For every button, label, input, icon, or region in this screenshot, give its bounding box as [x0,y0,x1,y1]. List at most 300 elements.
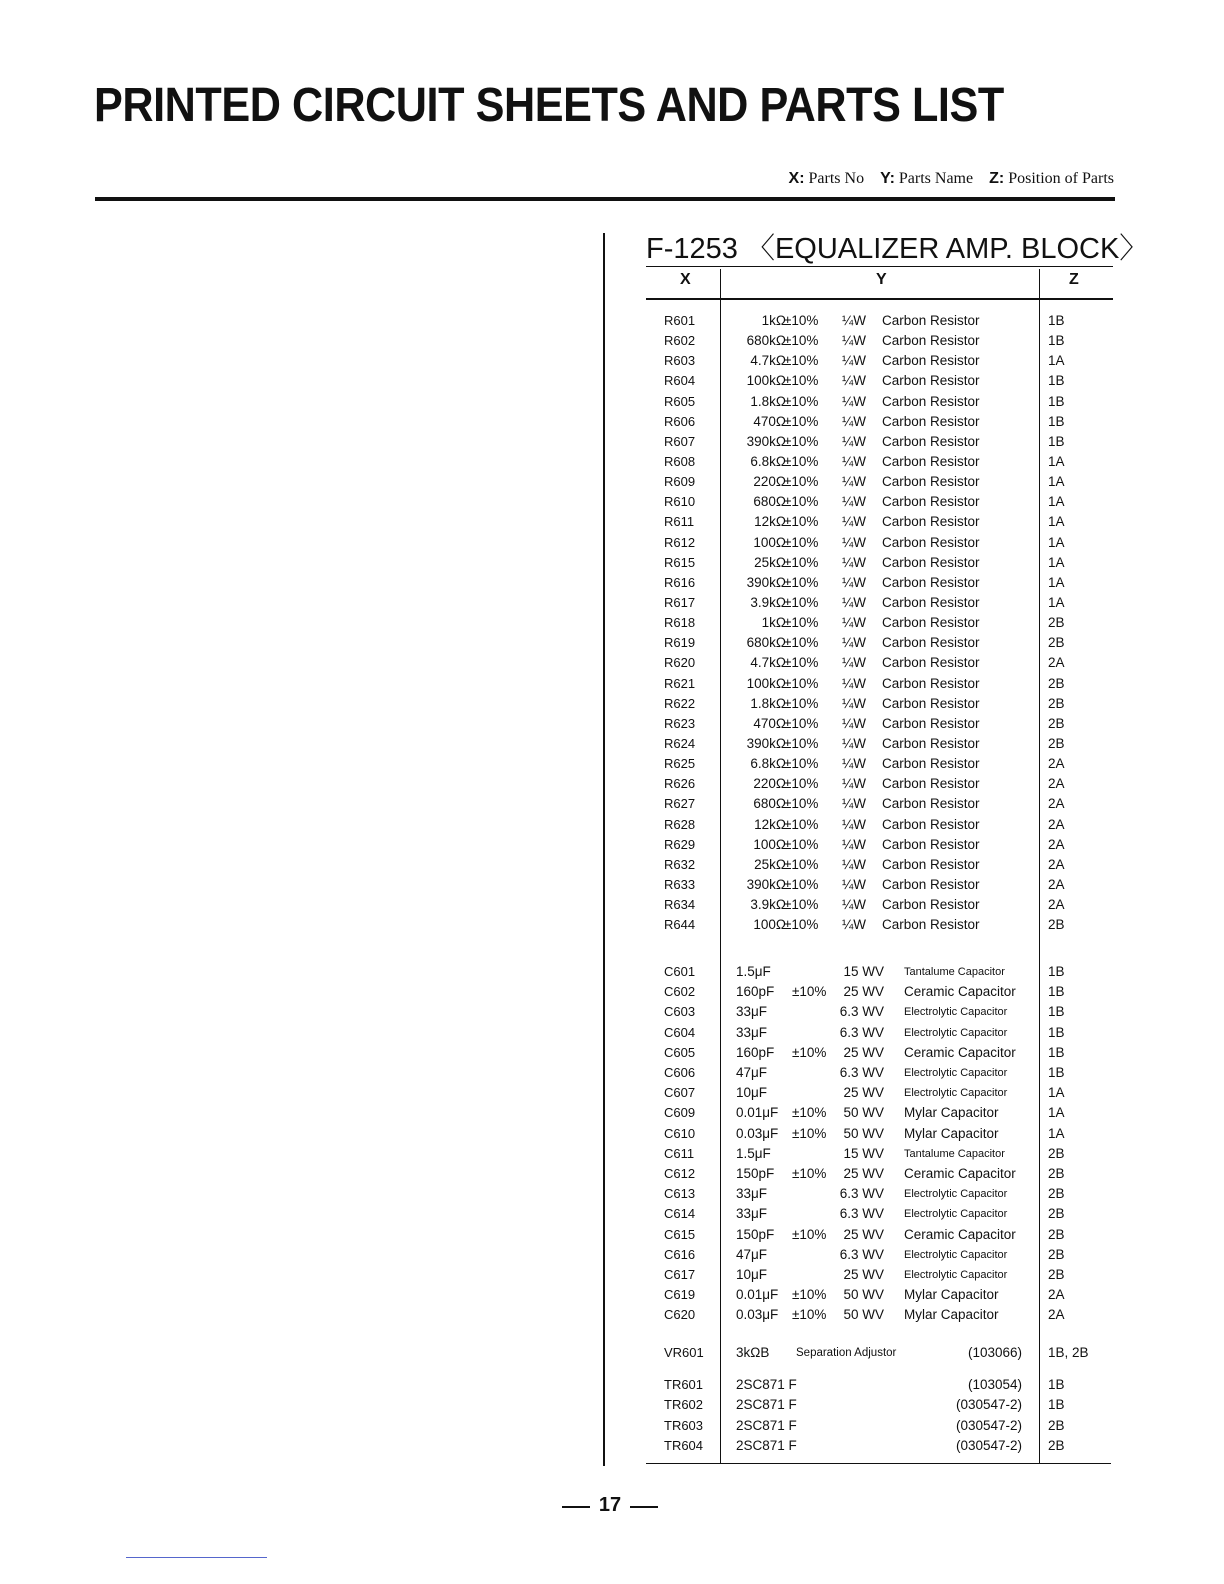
part-name: Separation Adjustor [796,1347,897,1359]
part-name: Carbon Resistor [882,776,980,792]
capacitor-row [660,982,1120,1002]
wattage: ¼W [842,695,867,711]
part-number: R611 [664,514,695,530]
part-name: Carbon Resistor [882,635,980,651]
resistance-value: 680Ω [753,796,786,812]
capacitance-value: 33μF [736,1186,768,1202]
working-voltage: 15 WV [843,1145,884,1161]
capacitor-row [660,1124,1120,1144]
resistance-value: 390kΩ [746,574,786,590]
part-name: Carbon Resistor [882,615,980,631]
part-number: C611 [664,1145,695,1161]
tolerance: ±10% [784,353,819,369]
part-position: 1A [1048,453,1065,469]
part-name: Carbon Resistor [882,735,980,751]
transistor-row [660,1395,1120,1415]
resistor-row [660,351,1120,371]
tolerance: ±10% [784,474,819,490]
page-number: 17 [562,1494,658,1517]
resistance-value: 3.9kΩ [750,897,786,913]
capacitor-row [660,1103,1120,1123]
tolerance: ±10% [784,876,819,892]
part-name: Carbon Resistor [882,333,980,349]
resistor-row [660,694,1120,714]
capacitor-row [660,1245,1120,1265]
capacitor-row [660,1285,1120,1305]
part-name: Carbon Resistor [882,756,980,772]
part-position: 1B [1048,313,1065,328]
part-number: R633 [664,876,696,892]
part-position: 2B [1048,1145,1065,1161]
working-voltage: 6.3 WV [839,1246,884,1262]
wattage: ¼W [842,393,867,409]
part-name: Carbon Resistor [882,695,980,711]
part-position: 1B [1048,964,1065,979]
part-position: 2A [1048,816,1065,832]
part-position: 1B [1048,393,1065,409]
resistor-row [660,794,1120,814]
part-number: R606 [664,413,696,429]
part-name: Ceramic Capacitor [904,1166,1016,1181]
part-name: Carbon Resistor [882,816,980,832]
tolerance: ±10% [784,776,819,792]
wattage: ¼W [842,333,867,349]
resistance-value: 25kΩ [754,554,786,570]
part-position: 1B [1048,1377,1065,1392]
part-number: C614 [664,1206,696,1222]
page-title: PRINTED CIRCUIT SHEETS AND PARTS LIST [94,79,1004,132]
working-voltage: 25 WV [843,1085,884,1101]
resistor-row [660,835,1120,855]
part-name: Carbon Resistor [882,655,980,671]
capacitance-value: 160pF [736,1044,775,1060]
resistance-value: 100Ω [753,836,786,852]
capacitance-value: 33μF [736,1024,768,1040]
part-number: C606 [664,1065,696,1080]
capacitor-row [660,1204,1120,1224]
part-position: 2B [1048,1267,1065,1282]
resistance-value: 100Ω [753,917,786,933]
tolerance: ±10% [784,494,819,510]
resistor-row [660,573,1120,593]
working-voltage: 50 WV [843,1287,884,1303]
part-name: Mylar Capacitor [904,1125,999,1141]
part-position: 1A [1048,514,1065,530]
resistor-row [660,331,1120,351]
transistor-type: 2SC871 F [736,1377,797,1392]
capacitance-value: 150pF [736,1166,775,1181]
wattage: ¼W [842,897,867,913]
part-number: R621 [664,675,696,691]
tolerance: ±10% [784,413,819,429]
part-name: Carbon Resistor [882,876,980,892]
part-position: 1A [1048,494,1065,510]
tolerance: ±10% [784,554,819,570]
part-name: Ceramic Capacitor [904,1226,1016,1242]
wattage: ¼W [842,554,867,570]
tolerance: ±10% [792,1287,827,1303]
part-position: 2B [1048,1166,1065,1181]
capacitance-value: 1.5μF [736,964,771,979]
part-name: Carbon Resistor [882,675,980,691]
resistor-row [660,412,1120,432]
wattage: ¼W [842,776,867,792]
working-voltage: 25 WV [843,1267,884,1282]
tolerance: ±10% [784,574,819,590]
legend-x-key: X: [788,170,805,187]
tolerance: ±10% [784,333,819,349]
wattage: ¼W [842,453,867,469]
tolerance: ±10% [784,393,819,409]
capacitance-value: 1.5μF [736,1145,771,1161]
capacitance-value: 0.01μF [736,1287,779,1303]
capacitor-row [660,1043,1120,1063]
part-name: Carbon Resistor [882,715,980,731]
working-voltage: 6.3 WV [839,1065,884,1080]
resistor-row [660,432,1120,452]
wattage: ¼W [842,917,867,933]
scan-artifact-line [126,1557,267,1558]
capacitance-value: 160pF [736,984,775,1000]
part-number: R623 [664,715,696,731]
part-name: Tantalume Capacitor [904,1147,1005,1160]
part-position: 1B, 2B [1048,1345,1089,1360]
tolerance: ±10% [784,534,819,550]
part-position: 2A [1048,655,1065,671]
part-position: 1B [1048,1004,1065,1020]
part-number: C607 [664,1085,696,1101]
wattage: ¼W [842,574,867,590]
wattage: ¼W [842,756,867,772]
tolerance: ±10% [784,594,819,610]
resistance-value: 12kΩ [754,816,786,832]
resistor-row [660,674,1120,694]
transistor-type: 2SC871 F [736,1397,797,1413]
tolerance: ±10% [792,1105,827,1121]
resistor-row [660,613,1120,633]
resistance-value: 3kΩB [736,1345,770,1360]
wattage: ¼W [842,514,867,530]
resistance-value: 25kΩ [754,856,786,872]
resistance-value: 1.8kΩ [750,393,786,409]
resistance-value: 390kΩ [746,876,786,892]
part-number: C617 [664,1267,696,1282]
capacitor-row [660,1002,1120,1022]
capacitance-value: 0.01μF [736,1105,779,1121]
part-number: R620 [664,655,696,671]
part-number: R603 [664,353,696,369]
tolerance: ±10% [784,796,819,812]
part-name: Electrolytic Capacitor [904,1188,1008,1201]
tolerance: ±10% [784,675,819,691]
resistor-row [660,714,1120,734]
part-code: (030547-2) [955,1417,1022,1433]
part-number: R625 [664,756,696,772]
part-position: 2B [1048,1417,1065,1433]
part-number: R629 [664,836,696,852]
tolerance: ±10% [784,635,819,651]
capacitance-value: 33μF [736,1004,768,1020]
resistor-row [660,895,1120,915]
capacitor-row [660,1164,1120,1184]
part-name: Ceramic Capacitor [904,984,1016,1000]
part-name: Mylar Capacitor [904,1287,999,1303]
part-name: Carbon Resistor [882,453,980,469]
resistor-row [660,815,1120,835]
resistance-value: 470Ω [753,413,786,429]
resistor-row [660,452,1120,472]
part-position: 2B [1048,615,1065,631]
part-name: Mylar Capacitor [904,1307,999,1323]
part-number: R605 [664,393,696,409]
resistance-value: 1.8kΩ [750,695,786,711]
part-number: R615 [664,554,696,570]
part-position: 1A [1048,574,1065,590]
working-voltage: 6.3 WV [839,1206,884,1222]
part-number: R634 [664,897,696,913]
tolerance: ±10% [784,373,819,389]
tolerance: ±10% [784,756,819,772]
part-position: 1A [1048,554,1065,570]
part-number: R617 [664,594,696,610]
part-position: 2B [1048,917,1065,933]
part-name: Carbon Resistor [882,313,980,328]
part-code: (030547-2) [955,1437,1022,1453]
resistance-value: 390kΩ [746,735,786,751]
transistor-row [660,1416,1120,1436]
legend-y-key: Y: [880,170,895,187]
transistor-type: 2SC871 F [736,1437,797,1453]
tolerance: ±10% [792,1044,827,1060]
resistance-value: 4.7kΩ [750,655,786,671]
capacitance-value: 0.03μF [736,1307,779,1323]
column-header-z: Z [1069,271,1079,288]
wattage: ¼W [842,715,867,731]
tolerance: ±10% [792,1125,827,1141]
working-voltage: 25 WV [843,1166,884,1181]
part-name: Carbon Resistor [882,413,980,429]
legend-z-text: Position of Parts [1008,170,1114,187]
resistance-value: 390kΩ [746,433,786,449]
part-position: 1B [1048,984,1065,1000]
resistance-value: 680kΩ [746,635,786,651]
part-name: Carbon Resistor [882,574,980,590]
resistor-row [660,754,1120,774]
part-name: Electrolytic Capacitor [904,1087,1008,1100]
part-position: 2B [1048,1206,1065,1222]
wattage: ¼W [842,373,867,389]
part-position: 1A [1048,353,1065,369]
tolerance: ±10% [784,735,819,751]
tolerance: ±10% [784,715,819,731]
part-position: 2A [1048,897,1065,913]
capacitor-row [660,962,1120,982]
wattage: ¼W [842,474,867,490]
part-name: Tantalume Capacitor [904,966,1005,978]
wattage: ¼W [842,735,867,751]
part-name: Ceramic Capacitor [904,1044,1016,1060]
resistance-value: 220Ω [753,474,786,490]
part-name: Carbon Resistor [882,836,980,852]
part-name: Electrolytic Capacitor [904,1248,1008,1261]
legend-y-text: Parts Name [898,170,974,187]
wattage: ¼W [842,615,867,631]
part-number: R627 [664,796,696,812]
capacitance-value: 33μF [736,1206,768,1222]
wattage: ¼W [842,675,867,691]
capacitance-value: 150pF [736,1226,775,1242]
resistor-row [660,392,1120,412]
tolerance: ±10% [784,836,819,852]
legend-z-key: Z: [989,170,1005,187]
tolerance: ±10% [784,655,819,671]
part-number: R626 [664,776,696,792]
part-number: C613 [664,1186,696,1202]
part-code: (103054) [967,1377,1022,1392]
resistor-row [660,734,1120,754]
resistor-row [660,774,1120,794]
capacitor-row [660,1305,1120,1325]
part-name: Carbon Resistor [882,796,980,812]
part-name: Electrolytic Capacitor [904,1006,1008,1019]
part-position: 1A [1048,594,1065,610]
part-position: 1B [1048,1065,1065,1080]
resistor-row [660,915,1120,935]
part-number: C610 [664,1125,696,1141]
capacitor-row [660,1023,1120,1043]
part-position: 1B [1048,1044,1065,1060]
part-number: TR604 [664,1437,704,1453]
wattage: ¼W [842,635,867,651]
part-name: Carbon Resistor [882,856,980,872]
resistor-row [660,553,1120,573]
part-position: 2A [1048,856,1065,872]
part-number: R612 [664,534,696,550]
transistor-row [660,1375,1120,1395]
wattage: ¼W [842,796,867,812]
block-title: F-1253 〈EQUALIZER AMP. BLOCK〉 [646,233,1149,265]
resistance-value: 680Ω [753,494,786,510]
part-position: 2B [1048,675,1065,691]
resistance-value: 220Ω [753,776,786,792]
part-number: R616 [664,574,696,590]
working-voltage: 50 WV [843,1105,884,1121]
part-number: VR601 [664,1345,704,1360]
wattage: ¼W [842,494,867,510]
part-number: R608 [664,453,696,469]
working-voltage: 6.3 WV [839,1004,884,1020]
part-position: 2B [1048,635,1065,651]
resistor-row [660,472,1120,492]
tolerance: ±10% [784,313,819,328]
part-number: C612 [664,1166,696,1181]
part-position: 2A [1048,876,1065,892]
part-number: TR601 [664,1377,704,1392]
capacitance-value: 10μF [736,1267,768,1282]
part-name: Carbon Resistor [882,373,980,389]
part-position: 1A [1048,1085,1065,1101]
capacitor-row [660,1184,1120,1204]
tolerance: ±10% [784,615,819,631]
part-number: R601 [664,313,696,328]
part-number: R609 [664,474,696,490]
resistor-row [660,875,1120,895]
tolerance: ±10% [784,695,819,711]
capacitance-value: 0.03μF [736,1125,779,1141]
part-number: R644 [664,917,696,933]
column-header-x: X [680,271,691,288]
part-position: 1A [1048,1125,1065,1141]
part-position: 1B [1048,413,1065,429]
resistor-row [660,855,1120,875]
resistance-value: 100Ω [753,534,786,550]
part-code: (103066) [967,1345,1022,1360]
capacitor-row [660,1144,1120,1164]
part-position: 2A [1048,1287,1065,1303]
part-number: C603 [664,1004,696,1020]
capacitance-value: 47μF [736,1246,768,1262]
part-position: 1A [1048,1105,1065,1121]
part-number: C601 [664,964,696,979]
capacitor-row [660,1063,1120,1083]
part-number: R610 [664,494,696,510]
part-number: C604 [664,1024,696,1040]
part-position: 2B [1048,695,1065,711]
part-position: 2B [1048,1226,1065,1242]
part-name: Mylar Capacitor [904,1105,999,1121]
part-number: C620 [664,1307,696,1323]
part-position: 2B [1048,715,1065,731]
resistor-row [660,653,1120,673]
part-number: C602 [664,984,696,1000]
part-number: R622 [664,695,696,711]
resistor-row [660,492,1120,512]
part-number: R618 [664,615,696,631]
working-voltage: 25 WV [843,984,884,1000]
working-voltage: 25 WV [843,1226,884,1242]
part-position: 1B [1048,1397,1065,1413]
working-voltage: 25 WV [843,1044,884,1060]
part-number: C616 [664,1246,696,1262]
working-voltage: 6.3 WV [839,1024,884,1040]
capacitor-row [660,1083,1120,1103]
part-position: 2A [1048,756,1065,772]
transistor-row [660,1436,1120,1456]
part-position: 1B [1048,333,1065,349]
part-number: R632 [664,856,696,872]
resistance-value: 12kΩ [754,514,786,530]
part-name: Electrolytic Capacitor [904,1208,1008,1221]
wattage: ¼W [842,313,867,328]
wattage: ¼W [842,433,867,449]
resistance-value: 3.9kΩ [750,594,786,610]
part-name: Carbon Resistor [882,494,980,510]
tolerance: ±10% [784,897,819,913]
part-position: 2B [1048,1246,1065,1262]
resistance-value: 6.8kΩ [750,453,786,469]
part-name: Carbon Resistor [882,554,980,570]
wattage: ¼W [842,856,867,872]
wattage: ¼W [842,876,867,892]
resistor-row [660,633,1120,653]
capacitance-value: 47μF [736,1065,768,1080]
tolerance: ±10% [784,856,819,872]
part-position: 2A [1048,1307,1065,1323]
wattage: ¼W [842,655,867,671]
part-name: Carbon Resistor [882,393,980,409]
part-number: C615 [664,1226,696,1242]
resistor-row [660,533,1120,553]
